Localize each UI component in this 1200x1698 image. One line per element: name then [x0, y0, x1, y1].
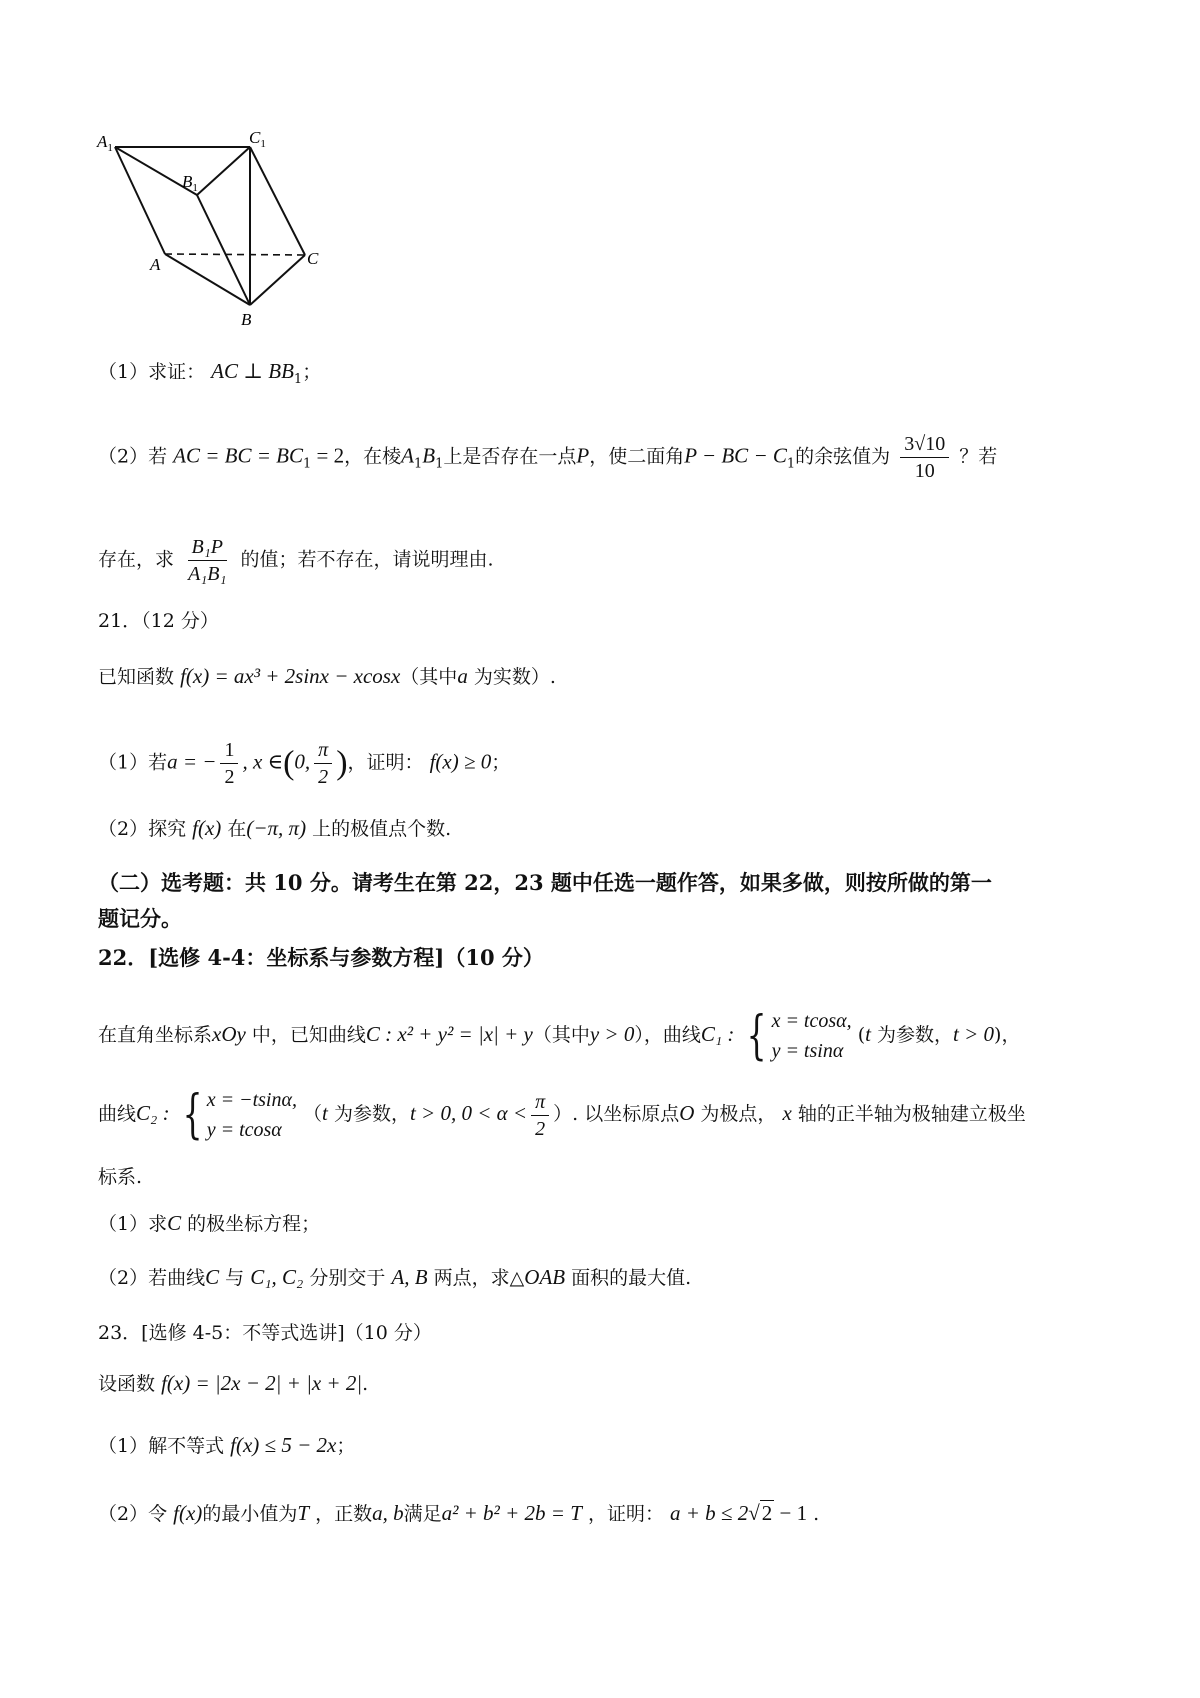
q20-part1: （1）求证： AC ⊥ $BB_1$；	[98, 359, 322, 387]
q22-stem-line1: 在直角坐标系xOy 中，已知曲线C : x² + y² = |x| + y（其中y > 0），曲线C₁ : { x = tcosα, y = tsinα (t 为参数，t > 0)，	[98, 1006, 1021, 1066]
q23-stem: 设函数 f(x) = |2x − 2| + |x + 2|.	[98, 1371, 369, 1395]
ratio-fraction: $\frac{\text{B₁P}}{\text{A₁B₁}}$	[188, 536, 227, 585]
curve-c2-cases: { x = −tsinα, y = tcosα	[182, 1085, 297, 1145]
q21-header: 21．（12 分）	[98, 610, 219, 632]
label-A1: $A_1$	[97, 132, 113, 154]
label-A: A	[150, 255, 161, 274]
q22-stem-line3: 标系.	[98, 1166, 143, 1188]
q23-part1: （1）解不等式 f(x) ≤ 5 − 2x；	[98, 1433, 356, 1457]
label-B: B	[241, 310, 252, 329]
label-B1: $B_1$	[182, 172, 198, 194]
q22-stem-line2: 曲线C₂ : { x = −tsinα, y = tcosα （t 为参数，t > 0, 0 < α < $\frac{\pi}{2}$ ）. 以坐标原点O 为极点， x 轴的正半轴为极轴建立极坐	[98, 1085, 1026, 1145]
q22-part1: （1）求C 的极坐标方程；	[98, 1211, 321, 1235]
label-C: C	[307, 249, 319, 268]
curve-c1-cases: { x = tcosα, y = tsinα	[747, 1006, 852, 1066]
label-C1: $C_1$	[249, 128, 266, 150]
cosine-fraction: $\frac{3√10}{10}$	[900, 432, 949, 483]
q23-part2: （2）令 f(x)的最小值为T ，正数a, b满足a² + b² + 2b = T ，证明： a + b ≤ 2√2 − 1 .	[98, 1501, 820, 1525]
q22-part2: （2）若曲线C 与 C₁, C₂ 分别交于 A, B 两点，求△OAB 面积的最大值.	[98, 1265, 692, 1289]
q21-stem: 已知函数 f(x) = ax³ + 2sinx − xcosx（其中a 为实数）.	[98, 664, 556, 688]
prism-figure	[95, 125, 335, 340]
q23-header: 23．[选修 4-5：不等式选讲]（10 分）	[98, 1322, 432, 1344]
q20-part2: （2）若 AC = BC = $BC_1 = 2$，在棱$A_1B_1$上是否存在一点P，使二面角P − BC − $C_1$的余弦值为 $\frac{3√10}{10}$ ？若	[98, 433, 998, 482]
section-2-line1: （二）选考题：共 10 分。请考生在第 22，23 题中任选一题作答，如果多做，则按所做的第一	[98, 870, 992, 895]
q22-header: 22．[选修 4-4：坐标系与参数方程]（10 分）	[98, 945, 544, 970]
section-2-line2: 题记分。	[98, 906, 182, 931]
q21-part2: （2）探究 f(x) 在(−π, π) 上的极值点个数.	[98, 816, 452, 840]
q20-part2-cont: 存在，求 $\frac{\text{B₁P}}{\text{A₁B₁}}$ 的值；若不存在，请说明理由.	[98, 536, 494, 585]
q21-part1: （1）若a = − $\frac{1}{2}$ , x ∈(0, $\frac{\pi}{2}$ )，证明： f(x) ≥ 0；	[98, 739, 511, 788]
